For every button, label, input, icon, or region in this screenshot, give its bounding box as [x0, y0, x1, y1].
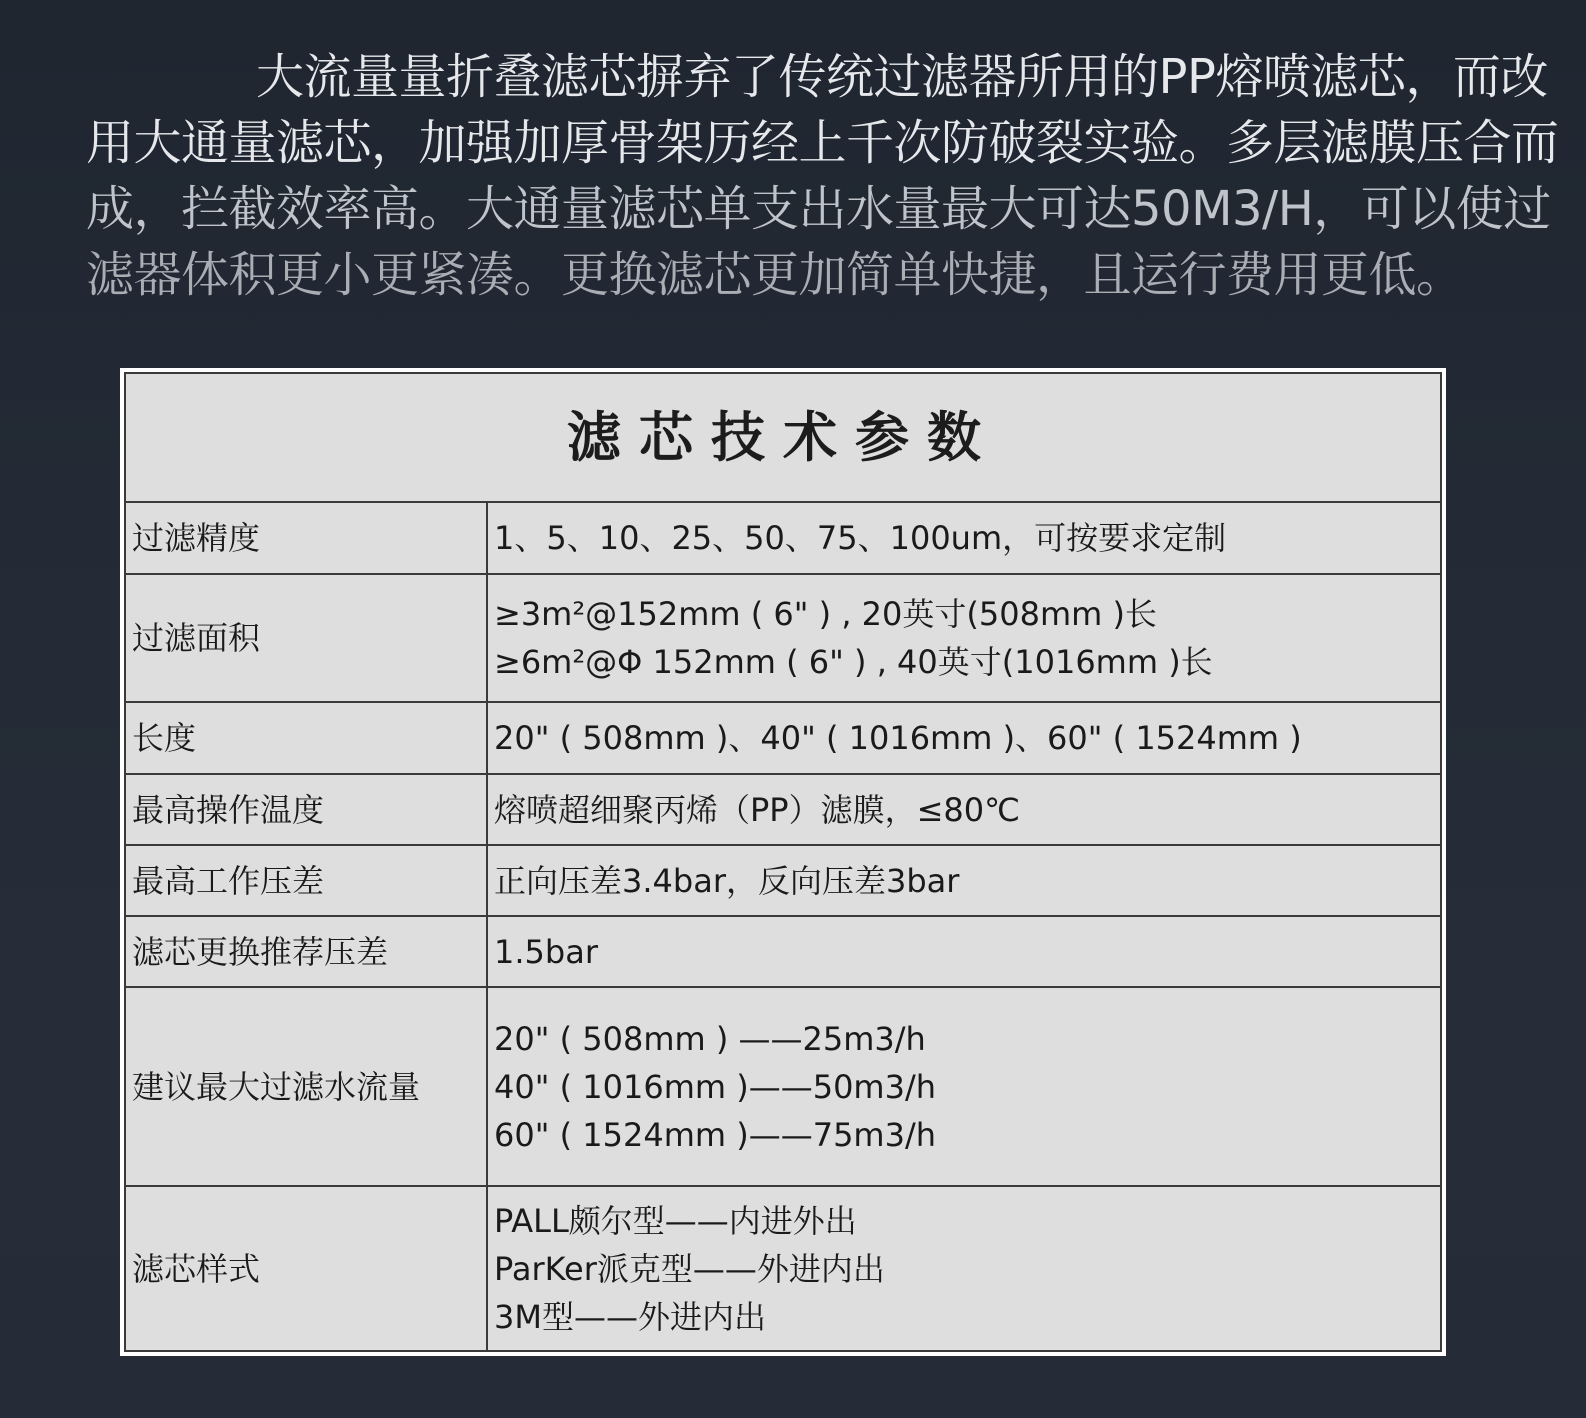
row-value: [487, 845, 1440, 916]
row-value-line: 3M型——外进内出: [494, 1297, 766, 1336]
intro-line: 滤器体积更小更紧凑。更换滤芯更加简单快捷，且运行费用更低。: [86, 247, 1464, 303]
table-title-row: [126, 374, 1440, 502]
intro-paragraph: [86, 44, 1559, 308]
table-row: [126, 774, 1440, 845]
row-value-line: 40" ( 1016mm )——50m3/h: [494, 1067, 937, 1106]
spec-table-container: [124, 372, 1442, 1352]
row-label: 建议最大过滤水流量: [126, 987, 487, 1186]
row-value: [487, 702, 1440, 774]
row-value-line: 1、5、10、25、50、75、100um，可按要求定制: [494, 519, 1227, 557]
row-label: 过滤面积: [126, 574, 487, 702]
intro-line: 大流量量折叠滤芯摒弃了传统过滤器所用的PP熔喷滤芯，而改: [256, 49, 1548, 105]
row-value-line: ≥3m²@152mm ( 6" ) , 20英寸(508mm )长: [494, 595, 1157, 633]
spec-table-frame: [120, 368, 1446, 1356]
table-row: [126, 916, 1440, 987]
row-label: 过滤精度: [126, 502, 487, 574]
intro-line: 成，拦截效率高。大通量滤芯单支出水量最大可达50M3/H，可以使过: [86, 181, 1551, 237]
row-value: [487, 987, 1440, 1186]
row-value: [487, 574, 1440, 702]
table-row: [126, 702, 1440, 774]
table-row: [126, 845, 1440, 916]
row-value-line: 1.5bar: [494, 932, 598, 971]
row-value-line: 正向压差3.4bar，反向压差3bar: [494, 861, 960, 900]
row-label: 长度: [126, 702, 487, 774]
row-value-line: 熔喷超细聚丙烯（PP）滤膜，≤80℃: [494, 790, 1021, 829]
row-value: [487, 916, 1440, 987]
row-value-line: 20" ( 508mm )、40" ( 1016mm )、60" ( 1524mm ): [494, 719, 1302, 757]
table-row: [126, 574, 1440, 702]
row-value: [487, 774, 1440, 845]
row-label: 最高工作压差: [126, 845, 487, 916]
table-row: [126, 987, 1440, 1186]
row-label: 滤芯更换推荐压差: [126, 916, 487, 987]
table-row: [126, 502, 1440, 574]
row-value: [487, 1186, 1440, 1350]
row-value: [487, 502, 1440, 574]
row-label: 滤芯样式: [126, 1186, 487, 1350]
table-title: 滤芯技术参数: [126, 374, 1440, 502]
row-value-line: ParKer派克型——外进内出: [494, 1249, 885, 1288]
row-value-line: ≥6m²@Φ 152mm ( 6" ) , 40英寸(1016mm )长: [494, 643, 1213, 681]
row-value-line: 60" ( 1524mm )——75m3/h: [494, 1115, 937, 1154]
intro-line: 用大通量滤芯，加强加厚骨架历经上千次防破裂实验。多层滤膜压合而: [86, 115, 1559, 171]
table-row: [126, 1186, 1440, 1350]
row-value-line: 20" ( 508mm ) ——25m3/h: [494, 1019, 926, 1058]
row-label: 最高操作温度: [126, 774, 487, 845]
row-value-line: PALL颇尔型——内进外出: [494, 1201, 857, 1240]
spec-table: [126, 374, 1440, 1350]
